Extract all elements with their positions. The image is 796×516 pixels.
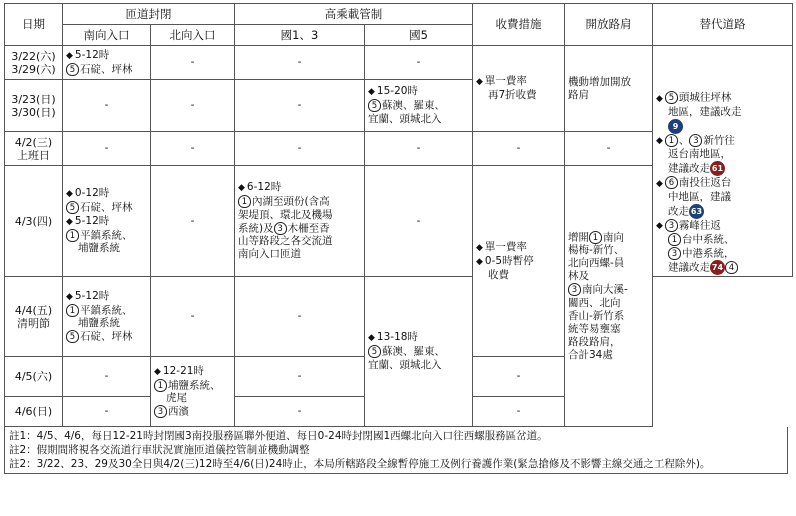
shoulder-text: 路肩 — [568, 88, 589, 101]
shoulder-text: 林及 — [568, 270, 589, 282]
time-text: 6-12時 — [246, 181, 282, 193]
time-text: 5-12時 — [74, 48, 110, 61]
toll-cell: - — [473, 132, 565, 166]
time-text: 0-12時 — [74, 187, 110, 199]
route-shield-icon: 1 — [238, 195, 251, 208]
place-text: 石碇、坪林 — [80, 330, 133, 343]
shoulder-text: 機動增加開放 — [568, 75, 631, 88]
toll-cell — [473, 166, 565, 357]
route-shield-icon: 5 — [368, 345, 381, 358]
table-row — [5, 46, 793, 80]
route-shield-icon: 1 — [66, 304, 79, 317]
date-text: 4/4(五) — [14, 303, 53, 317]
route-shield-icon: 3 — [154, 405, 167, 418]
place-text: 南向入口匝道 — [238, 248, 301, 260]
shoulder-cell — [565, 166, 653, 427]
time-text: 12-21時 — [162, 364, 204, 377]
header-southbound: 南向入口 — [63, 25, 151, 46]
place-text: 內湖至頭份(含高 — [252, 195, 330, 208]
nat5-cell: - — [365, 46, 473, 80]
northbound-cell: - — [151, 132, 235, 166]
diamond-icon: ◆ — [476, 256, 483, 267]
diamond-icon: ◆ — [66, 291, 73, 302]
place-text: 系統)及 — [238, 222, 274, 234]
place-text: 埔鹽系統、 — [168, 379, 221, 391]
place-text: 架堤頂、環北及機場 — [238, 208, 333, 221]
shoulder-cell: - — [565, 132, 653, 166]
route-shield-icon: 1 — [668, 233, 681, 246]
toll-cell: - — [473, 357, 565, 397]
shoulder-cell — [565, 46, 653, 132]
diamond-icon: ◆ — [368, 333, 375, 344]
toll-text: 0-5時暫停 — [484, 254, 534, 267]
toll-text: 單一費率 — [484, 240, 527, 253]
shoulder-text: 香山-新竹系 — [568, 309, 625, 322]
alt-road-cell: ◆ 5 頭城往坪林 地區，建議改走 9 ◆ 1 、 3 新竹往 返台南地區， 建議改走 61 ◆ 6 南投往返台 中地區，建議 改走 63 ◆ 3 霧峰往返 1 台中系統、 3 中港系統， 建議改走 74 4 — [653, 46, 793, 277]
alt-text: 中地區，建議 — [668, 190, 731, 203]
footnotes — [4, 427, 788, 474]
shoulder-text: 關西、北向 — [568, 296, 621, 309]
date-cell — [5, 80, 63, 132]
toll-cell: - — [473, 397, 565, 427]
date-cell: 4/3(四) — [5, 166, 63, 277]
route-shield-icon: 3 — [668, 247, 681, 260]
route-shield-icon: 5 — [66, 201, 79, 214]
alt-text: 新竹往 — [703, 134, 735, 146]
diamond-icon: ◆ — [238, 183, 245, 193]
route-shield-icon: 5 — [66, 63, 79, 76]
shoulder-text: 增開 — [568, 231, 589, 243]
alt-text: 建議改走 — [668, 261, 710, 274]
header-nat1-3: 國1、3 — [235, 25, 365, 46]
nat1-3-cell: - — [235, 80, 365, 132]
route-shield-icon: 5 — [665, 91, 678, 104]
nat1-3-cell: - — [235, 397, 365, 427]
toll-text: 再7折收費 — [488, 89, 537, 101]
southbound-cell: - — [63, 397, 151, 427]
diamond-icon: ◆ — [656, 221, 663, 231]
provincial-route-icon: 9 — [668, 119, 683, 134]
date-text: 清明節 — [17, 316, 50, 330]
place-text: 蘇澳、羅東、 — [382, 345, 445, 358]
route-shield-icon: 1 — [665, 134, 678, 147]
place-text: 西濱 — [168, 405, 189, 418]
alt-text: 改走 — [668, 205, 689, 217]
place-text: 山等路段之各交流道 — [238, 235, 333, 247]
header-row-1 — [5, 4, 793, 25]
toll-text: 單一費率 — [484, 75, 527, 87]
diamond-icon: ◆ — [66, 50, 73, 61]
southbound-cell: - — [63, 132, 151, 166]
place-text: 虎尾 — [166, 392, 187, 404]
place-text: 石碇、坪林 — [80, 63, 133, 76]
date-cell — [5, 46, 63, 80]
header-alt: 替代道路 — [653, 4, 793, 46]
northbound-cell: - — [151, 277, 235, 357]
traffic-control-table — [4, 3, 793, 427]
footnote: 註2：3/22、23、29及30全日與4/2(三)12時至4/6(日)24時止，本局所轄路段全線暫停施工及例行養護作業(緊急搶修及不影響主線交通之工程除外)。 — [9, 458, 711, 470]
time-text: 13-18時 — [376, 331, 418, 344]
diamond-icon: ◆ — [154, 366, 161, 377]
northbound-cell: - — [151, 166, 235, 277]
nat5-cell — [365, 277, 473, 427]
route-shield-icon: 3 — [689, 134, 702, 147]
alt-text: 建議改走 — [668, 162, 710, 175]
diamond-icon: ◆ — [476, 242, 483, 253]
nat1-3-cell: - — [235, 277, 365, 357]
alt-text: 地區，建議改走 — [668, 105, 742, 118]
northbound-cell: - — [151, 80, 235, 132]
place-text: 石碇、坪林 — [80, 201, 133, 214]
southbound-cell — [63, 166, 151, 277]
southbound-cell — [63, 277, 151, 357]
northbound-cell: - — [151, 46, 235, 80]
toll-cell — [473, 46, 565, 132]
route-shield-icon: 1 — [66, 229, 79, 242]
nat1-3-cell: - — [235, 357, 365, 397]
header-shoulder: 開放路肩 — [565, 4, 653, 46]
provincial-route-icon: 74 — [710, 260, 725, 275]
date-cell — [5, 277, 63, 357]
header-date: 日期 — [5, 4, 63, 46]
provincial-route-icon: 61 — [710, 161, 725, 176]
date-text: 上班日 — [17, 148, 50, 162]
header-northbound: 北向入口 — [151, 25, 235, 46]
place-text: 木柵至香 — [287, 222, 330, 234]
toll-text: 收費 — [488, 268, 509, 281]
route-shield-icon: 1 — [589, 231, 602, 244]
alt-text: 霧峰往返 — [678, 219, 721, 231]
southbound-cell: - — [63, 357, 151, 397]
nat5-cell — [365, 80, 473, 132]
date-text: 3/29(六) — [11, 62, 56, 76]
date-cell: 4/5(六) — [5, 357, 63, 397]
route-shield-icon: 6 — [665, 176, 678, 189]
time-text: 5-12時 — [74, 289, 110, 302]
date-text: 3/30(日) — [11, 105, 56, 119]
place-text: 埔鹽系統 — [78, 317, 120, 329]
header-ramp-closure: 匝道封閉 — [63, 4, 235, 25]
route-shield-icon: 5 — [66, 330, 79, 343]
time-text: 5-12時 — [74, 214, 110, 227]
date-cell: 4/6(日) — [5, 397, 63, 427]
date-text: 3/23(日) — [11, 92, 56, 106]
alt-text: 返台南地區， — [668, 148, 731, 160]
southbound-cell: - — [63, 80, 151, 132]
shoulder-text: 路段路肩， — [568, 335, 621, 348]
footnote: 註1：4/5、4/6，每日12-21時封閉國3南投服務區聯外便道、每日0-24時封閉國1西螺北向入口往西螺服務區岔道。 — [9, 430, 548, 442]
date-text: 4/2(三) — [14, 135, 53, 149]
shoulder-text: 統等易壅塞 — [568, 322, 621, 335]
route-shield-icon: 3 — [274, 222, 287, 235]
place-text: 平鎮系統、 — [80, 304, 133, 316]
route-shield-icon: 3 — [665, 219, 678, 232]
diamond-icon: ◆ — [66, 216, 73, 227]
place-text: 埔鹽系統 — [78, 242, 120, 254]
shoulder-text: 北向西螺-員 — [568, 257, 625, 269]
route-shield-icon: 5 — [368, 99, 381, 112]
place-text: 蘇澳、羅東、 — [382, 99, 445, 112]
time-text: 15-20時 — [376, 85, 418, 98]
place-text: 宜蘭、頭城北入 — [368, 358, 442, 371]
nat1-3-cell: - — [235, 132, 365, 166]
footnote: 註2：假期間將視各交流道行車狀況實施匝道儀控管制並機動調整 — [9, 444, 310, 456]
diamond-icon: ◆ — [476, 77, 483, 87]
provincial-route-icon: 63 — [689, 204, 704, 219]
route-shield-icon: 4 — [725, 261, 738, 274]
route-shield-icon: 1 — [154, 379, 167, 392]
route-shield-icon: 3 — [568, 283, 581, 296]
shoulder-text: 合計34處 — [568, 348, 613, 361]
nat5-cell: - — [365, 166, 473, 277]
shoulder-text: 南向大溪- — [582, 283, 628, 296]
northbound-cell — [151, 357, 235, 427]
diamond-icon: ◆ — [656, 93, 663, 104]
alt-text: 南投往返台 — [678, 176, 732, 189]
diamond-icon: ◆ — [66, 189, 73, 199]
table-row — [5, 277, 793, 357]
alt-text: 頭城往坪林 — [678, 91, 732, 104]
diamond-icon: ◆ — [656, 178, 663, 189]
place-text: 宜蘭、頭城北入 — [368, 112, 442, 125]
nat1-3-cell — [235, 166, 365, 277]
place-text: 平鎮系統、 — [80, 229, 133, 241]
header-nat5: 國5 — [365, 25, 473, 46]
shoulder-text: 南向 — [603, 231, 624, 243]
header-hov: 高乘載管制 — [235, 4, 473, 25]
alt-text: 中港系統， — [682, 247, 735, 259]
date-text: 3/22(六) — [11, 49, 56, 63]
nat5-cell: - — [365, 132, 473, 166]
diamond-icon: ◆ — [368, 87, 375, 98]
alt-text: 台中系統、 — [682, 233, 735, 246]
southbound-cell — [63, 46, 151, 80]
header-toll: 收費措施 — [473, 4, 565, 46]
nat1-3-cell: - — [235, 46, 365, 80]
diamond-icon: ◆ — [656, 136, 663, 146]
shoulder-text: 楊梅-新竹、 — [568, 244, 625, 256]
date-cell — [5, 132, 63, 166]
